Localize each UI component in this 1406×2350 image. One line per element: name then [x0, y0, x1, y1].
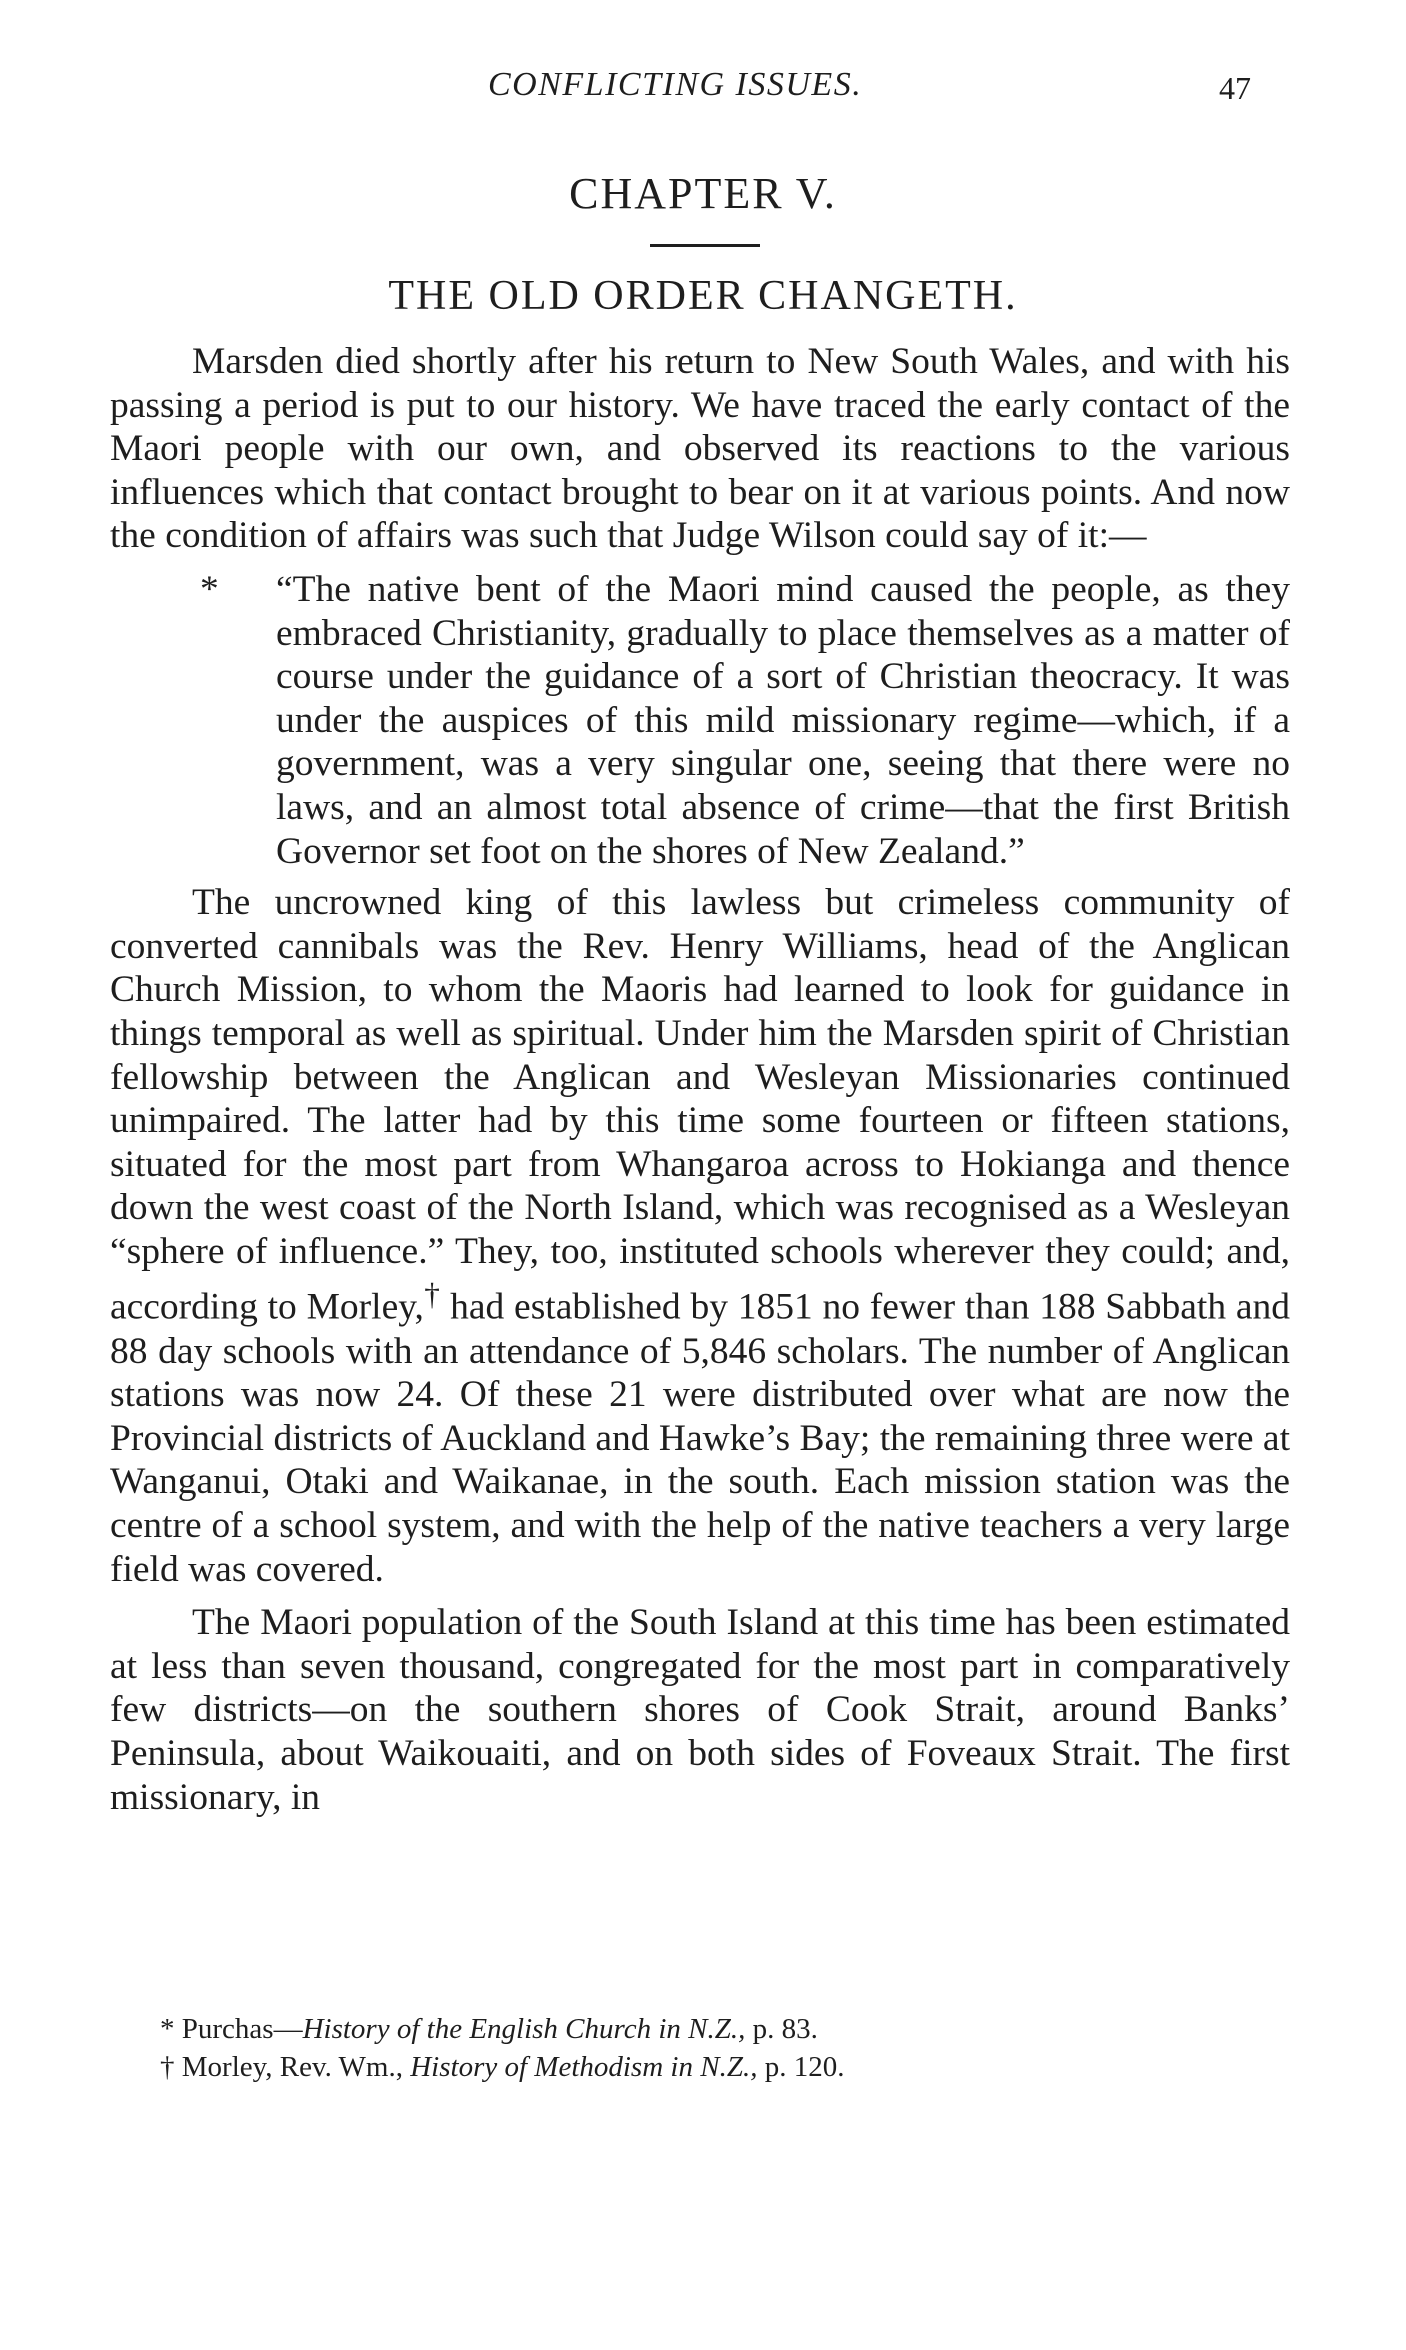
- footnote-reference-dagger: †: [423, 1277, 441, 1313]
- footnotes: [160, 2010, 1260, 2086]
- footnote-author: Morley, Rev. Wm.,: [181, 2051, 411, 2083]
- paragraph-text: The uncrowned king of this lawless but crimeless community of converted cannibals was the Rev. Henry Williams, head of the Anglican Church Mission, to whom the Maoris had learned to look for guidance in things temporal as well as spiritual. Under him the Marsden spirit of Christian fellowship between the Anglican and Wesleyan Missionaries continued unimpaired. The latter had by this time some fourteen or fifteen stations, situated for the most part from Whangaroa across to Hokianga and thence down the west coast of the North Island, which was recognised as a Wesleyan “sphere of influence.” They, too, instituted schools wherever they could; and, according to Morley,: [110, 882, 1290, 1328]
- footnote-marker: *: [160, 2013, 182, 2045]
- chapter-label: CHAPTER V.: [569, 169, 837, 218]
- footnote: [160, 2010, 1260, 2048]
- paragraph: The Maori population of the South Island at this time has been estimated at less than seven thousand, congregated for the most part in comparatively few districts—on the southern shores of Cook Strait, around Banks’ Peninsula, about Waikouaiti, and on both sides of Foveaux Strait. The first missionary, in: [110, 1602, 1290, 1818]
- body-text: [110, 340, 1290, 1819]
- running-title: CONFLICTING ISSUES.: [488, 66, 863, 103]
- footnote-title: History of Methodism in N.Z.,: [410, 2051, 758, 2083]
- footnote-page: p. 120.: [757, 2051, 845, 2083]
- chapter-title: THE OLD ORDER CHANGETH.: [388, 273, 1018, 319]
- block-quote: [110, 568, 1290, 873]
- footnote-author: Purchas—: [181, 2013, 303, 2045]
- footnote: [160, 2048, 1260, 2086]
- footnote-page: p. 83.: [745, 2013, 818, 2045]
- quote-text: “The native bent of the Maori mind caused the people, as they embraced Christianity, gradually to place themselves as a matter of course under the guidance of a sort of Christian theocracy. It was under the auspices of this mild missionary regime—which, if a government, was a very singular one, seeing that there were no laws, and an almost total absence of crime—that the first British Governor set foot on the shores of New Zealand.”: [276, 568, 1290, 872]
- footnote-reference-asterisk: *: [200, 568, 219, 610]
- running-head: [0, 66, 1406, 116]
- paragraph-text: had established by 1851 no fewer than 188 Sabbath and 88 day schools with an attendance of 5,846 scholars. The number of Anglican stations was now 24. Of these 21 were distributed over what are now the Provincial districts of Auckland and Hawke’s Bay; the remaining three were at Wanganui, Otaki and Waikanae, in the south. Each mission station was the centre of a school system, and with the help of the native teachers a very large field was covered.: [110, 1286, 1291, 1590]
- page-number: 47: [1219, 70, 1251, 106]
- paragraph: Marsden died shortly after his return to New South Wales, and with his passing a period is put to our history. We have traced the early contact of the Maori people with our own, and observed its reactions to the various influences which that contact brought to bear on it at various points. And now the condition of affairs was such that Judge Wilson could say of it:—: [110, 341, 1290, 557]
- footnote-title: History of the English Church in N.Z.,: [302, 2013, 746, 2045]
- paragraph: [110, 881, 1290, 1591]
- footnote-marker: †: [160, 2051, 182, 2083]
- chapter-divider: [650, 244, 760, 247]
